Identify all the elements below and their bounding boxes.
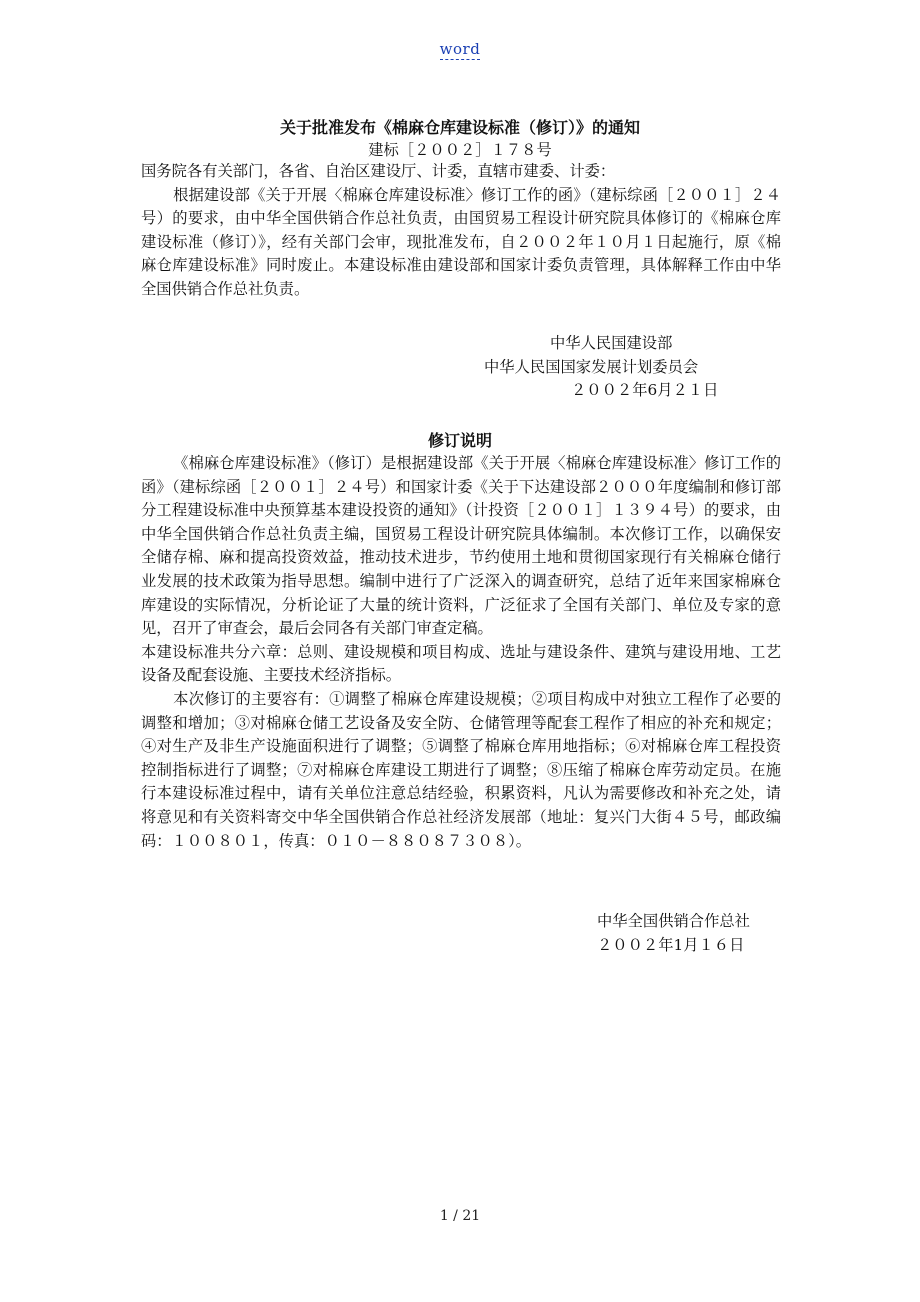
notice-doc-number: 建标［２００２］１７８号: [368, 141, 552, 159]
notice-date: ２００２年6月２１日: [571, 381, 719, 399]
revision-signer: 中华全国供销合作总社: [597, 912, 750, 930]
notice-body: 根据建设部《关于开展〈棉麻仓库建设标准〉修订工作的函》（建标综函［２００１］２４号）的要求，由中华全国供销合作总社负责，由国贸易工程设计研究院具体修订的《棉麻仓库建设标准（修订）》，经有关部门会审，现批准发布，自２００２年１０月１日起施行，原《棉麻仓库建设标准》同时废止。本建设标准由建设部和国家计委负责管理，具体解释工作由中华全国供销合作总社负责。: [141, 185, 781, 298]
notice-title: 关于批准发布《棉麻仓库建设标准（修订）》的通知: [279, 118, 640, 137]
notice-recipients: 国务院各有关部门，各省、自治区建设厅、计委，直辖市建委、计委：: [141, 162, 616, 180]
notice-signer-commission: 中华人民国国家发展计划委员会: [484, 358, 699, 376]
revision-title: 修订说明: [427, 431, 492, 450]
revision-date: ２００２年1月１６日: [597, 936, 745, 954]
revision-para-1: 《棉麻仓库建设标准》（修订）是根据建设部《关于开展〈棉麻仓库建设标准〉修订工作的函》（建标综函［２００１］２４号）和国家计委《关于下达建设部２０００年度编制和修订部分工程建设标准中央预算基本建设投资的通知》（计投资［２００１］１３９４号）的要求，由中华全国供销合作总社负责主编，国贸易工程设计研究院具体编制。本次修订工作，以确保安全储存棉、麻和提高投资效益，推动技术进步，节约使用土地和贯彻国家现行有关棉麻仓储行业发展的技术政策为指导思想。编制中进行了广泛深入的调查研究，总结了近年来国家棉麻仓库建设的实际情况，分析论证了大量的统计资料，广泛征求了全国有关部门、单位及专家的意见，召开了审查会，最后会同各有关部门审查定稿。: [141, 454, 781, 638]
notice-signer-ministry: 中华人民国建设部: [550, 334, 673, 352]
word-link[interactable]: word: [439, 40, 481, 58]
revision-para-2: 本建设标准共分六章：总则、建设规模和项目构成、选址与建设条件、建筑与建设用地、工艺设备及配套设施、主要技术经济指标。: [141, 642, 781, 685]
notice-body-block: [141, 160, 781, 302]
page-number: 1 / 21: [439, 1208, 481, 1224]
header-word-link-row: [0, 40, 920, 58]
revision-para-3: 本次修订的主要容有：①调整了棉麻仓库建设规模；②项目构成中对独立工程作了必要的调整和增加；③对棉麻仓储工艺设备及安全防、仓储管理等配套工程作了相应的补充和规定；④对生产及非生产设施面积进行了调整；⑤调整了棉麻仓库用地指标；⑥对棉麻仓库工程投资控制指标进行了调整；⑦对棉麻仓库建设工期进行了调整；⑧压缩了棉麻仓库劳动定员。在施行本建设标准过程中，请有关单位注意总结经验，积累资料，凡认为需要修改和补充之处，请将意见和有关资料寄交中华全国供销合作总社经济发展部（地址：复兴门大街４５号，邮政编码：１００８０１，传真：０１０－８８０８７３０８）。: [141, 689, 781, 850]
revision-body-block: [141, 452, 781, 853]
